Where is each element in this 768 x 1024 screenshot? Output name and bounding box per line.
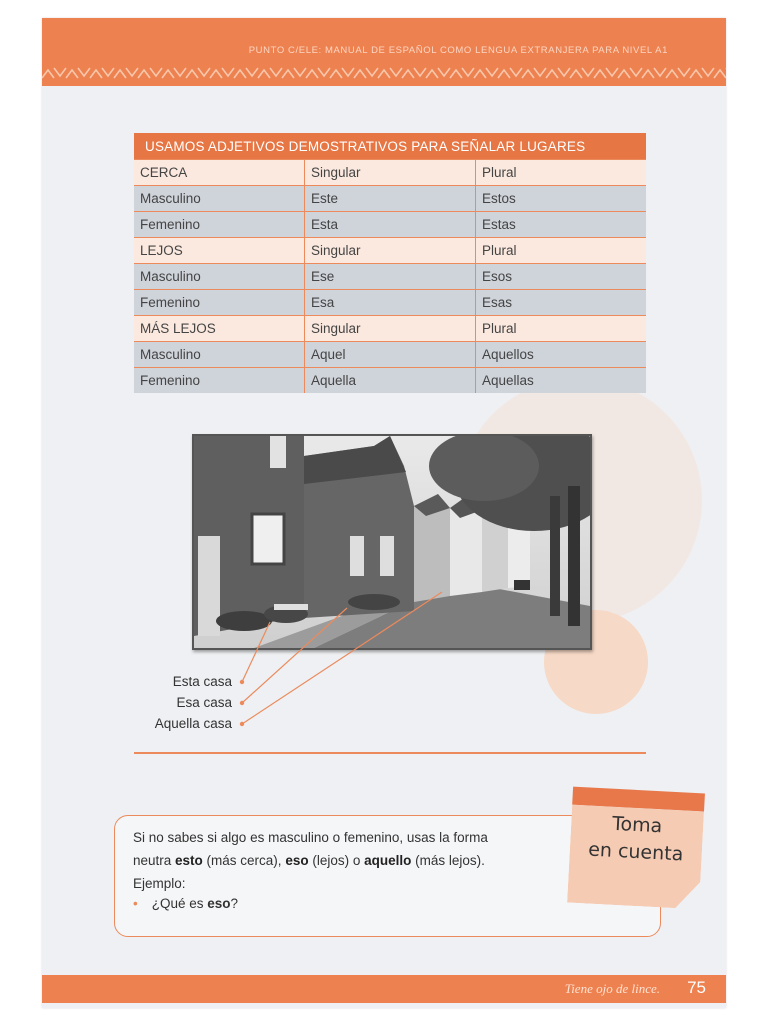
bullet-icon: • [133,896,138,911]
table-row [134,264,646,290]
footer-tagline: Tiene ojo de lince. [564,981,660,996]
tip-line [133,849,553,872]
table-cell: Estas [476,212,647,238]
table-cell: Esta [305,212,476,238]
table-row [134,186,646,212]
tip-line: Ejemplo: [133,876,186,891]
table-cell: Esa [305,290,476,316]
table-row [134,238,646,264]
running-title: PUNTO C/ELE: MANUAL DE ESPAÑOL COMO LENGUA EXTRANJERA PARA NIVEL A1 [248,45,668,56]
table-cell: Aquellos [476,342,647,368]
table-row [134,342,646,368]
table-cell: Aquel [305,342,476,368]
table-cell: Masculino [134,186,305,212]
table-cell: MÁS LEJOS [134,316,305,342]
tip-keyword: eso [207,896,231,911]
table-cell: Femenino [134,290,305,316]
table-cell: Singular [305,316,476,342]
tip-line: Si no sabes si algo es masculino o femenino, usas la forma [133,830,488,845]
table-row [134,368,646,394]
table-cell: Este [305,186,476,212]
table-title: USAMOS ADJETIVOS DEMOSTRATIVOS PARA SEÑALAR LUGARES [134,133,646,160]
tip-keyword: eso [285,853,309,868]
section-divider [134,752,646,754]
table-cell: Singular [305,160,476,186]
table-cell: Aquellas [476,368,647,394]
tip-text [133,826,553,895]
table-cell: Femenino [134,368,305,394]
page-number: 75 [687,978,706,997]
table-cell: Plural [476,238,647,264]
sticky-note-line: en cuenta [587,838,684,866]
tip-keyword: esto [175,853,203,868]
tip-fragment: (más cerca), [202,853,286,868]
street-houses-photo [192,434,592,650]
example-bullet [133,896,238,911]
tip-fragment: ¿Qué es [151,896,208,911]
tip-fragment: neutra [133,853,176,868]
tip-fragment: (lejos) o [308,853,365,868]
table-cell: CERCA [134,160,305,186]
table-cell: Masculino [134,342,305,368]
pattern-stroke [42,68,726,78]
caption-esa-casa: Esa casa [176,695,232,710]
sticky-note [567,787,705,910]
table-cell: Ese [305,264,476,290]
table-cell: Singular [305,238,476,264]
sticky-note-line: Toma [611,812,663,838]
book-page [42,18,726,1008]
table-cell: Esas [476,290,647,316]
table-row [134,316,646,342]
table-cell: Estos [476,186,647,212]
tip-fragment: (más lejos). [411,853,485,868]
header-band [42,18,726,86]
table-cell: Aquella [305,368,476,394]
table-cell: LEJOS [134,238,305,264]
sticky-note-text [569,809,704,870]
table-cell: Plural [476,316,647,342]
footer-band [42,975,726,1003]
table-row [134,160,646,186]
demonstrative-adjectives-table [134,133,646,393]
table-cell: Femenino [134,212,305,238]
table-cell: Plural [476,160,647,186]
table-cell: Masculino [134,264,305,290]
caption-esta-casa: Esta casa [172,674,232,689]
tip-keyword: aquello [364,853,412,868]
tip-fragment: ? [230,896,239,911]
table-row [134,290,646,316]
header-decorative-pattern [42,62,726,84]
table-cell: Esos [476,264,647,290]
table-row [134,212,646,238]
caption-aquella-casa: Aquella casa [154,716,232,731]
